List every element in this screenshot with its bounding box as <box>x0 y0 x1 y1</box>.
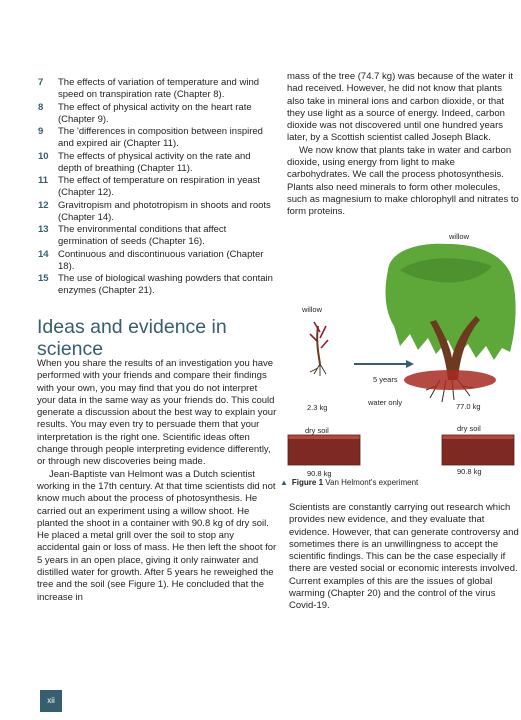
paragraph: Jean-Baptiste van Helmont was a Dutch scientist working in the 17th century. At that time scientists did not know much about the process of photosynthesis. He carried out an experiment using a willow shoot. He planted the shoot in a container with 90.8 kg of dry soil. He placed a metal grill over the soil to stop any accidental gain or loss of mass. He then left the shoot for 5 years in an open place, giving it only rainwater and distilled water for growth. After 5 years he reweighed the tree and the soil (see Figure 1). He concluded that the increase in <box>37 468 277 603</box>
paragraph: Scientists are constantly carrying out research which provides new evidence, and they evaluate that evidence. However, that can generate controversy and sometimes there is an unwillingness to accept the scientific findings. This can be the case especially if there are vested social or economic interests involved. Current examples of this are the issues of global warming (Chapter 20) and the control of the virus Covid-19. <box>289 502 519 612</box>
label-willow-large: willow <box>449 232 470 241</box>
soil-container-right <box>442 435 514 465</box>
section-heading: Ideas and evidence in science <box>37 316 227 360</box>
list-item: 7 The effects of variation of temperature and wind speed on transpiration rate (Chapter 8). <box>38 77 260 100</box>
list-item: 15 The use of biological washing powders that contain enzymes (Chapter 21). <box>38 273 273 296</box>
paragraph: We now know that plants take in water and carbon dioxide, using energy from light to make carbohydrates. We call the process photosynthesis. Plants also need minerals to form other molecules, such as magnesium to make chlorophyll and nitrates to form proteins. <box>287 144 519 218</box>
label-soil-mass-right: 90.8 kg <box>457 467 482 476</box>
willow-shoot <box>310 322 328 376</box>
label-five-years: 5 years <box>373 375 398 384</box>
figure-van-helmont <box>280 230 521 495</box>
label-dry-soil-right: dry soil <box>457 424 481 433</box>
left-body-text <box>37 358 277 604</box>
list-item: 12 Gravitropism and phototropism in shoots and roots (Chapter 14). <box>38 199 271 223</box>
list-item: 14 Continuous and discontinuous variation (Chapter 18). <box>38 248 264 272</box>
caption-triangle-icon: ▲ <box>280 478 288 487</box>
label-mass-end: 77.0 kg <box>456 402 481 411</box>
willow-tree-large <box>386 244 516 402</box>
practical-list <box>36 77 276 298</box>
label-soil-mass-left: 90.8 kg <box>307 469 332 478</box>
figure-caption: ▲ Figure 1 Van Helmont's experiment <box>280 478 419 487</box>
paragraph: mass of the tree (74.7 kg) was because of the water it had received. However, he did not know that plants also take in mineral ions and carbon dioxide, or that they use light as a source of energy. Indeed, carbon dioxide was not discovered until one hundred years later, by a Scottish scientist called Joseph Black. <box>287 71 514 144</box>
list-item: 11 The effect of temperature on respiration in yeast (Chapter 12). <box>38 175 261 198</box>
arrow-five-years <box>354 360 414 368</box>
right-body-text <box>287 71 519 219</box>
right-body-text-bottom <box>289 502 521 613</box>
list-item: 9 The 'differences in composition between inspired and expired air (Chapter 11). <box>38 126 263 149</box>
list-item: 13 The environmental conditions that affect germination of seeds (Chapter 16). <box>38 224 227 247</box>
label-water-only: water only <box>368 398 403 407</box>
label-dry-soil-left: dry soil <box>305 426 329 435</box>
label-mass-start: 2.3 kg <box>307 403 328 412</box>
label-willow-shoot: willow <box>302 305 323 314</box>
figure-illustration <box>280 230 521 475</box>
paragraph: When you share the results of an investigation you have performed with your friends and compare their findings with your own, you may find that you do not interpret your data in the same way as your friends do. This could generate a discussion about the best way to explain your results. You may even try to persuade them that your interpretation is the right one. Scientific ideas often change through people interpreting evidence differently, or through new discoveries being made. <box>37 358 277 468</box>
list-item: 8 The effect of physical activity on the heart rate (Chapter 9). <box>38 101 252 125</box>
soil-mound <box>404 370 496 390</box>
list-item: 10 The effects of physical activity on the rate and depth of breathing (Chapter 11). <box>38 150 251 174</box>
page-number: xii <box>40 690 62 712</box>
soil-container-left <box>288 435 360 465</box>
